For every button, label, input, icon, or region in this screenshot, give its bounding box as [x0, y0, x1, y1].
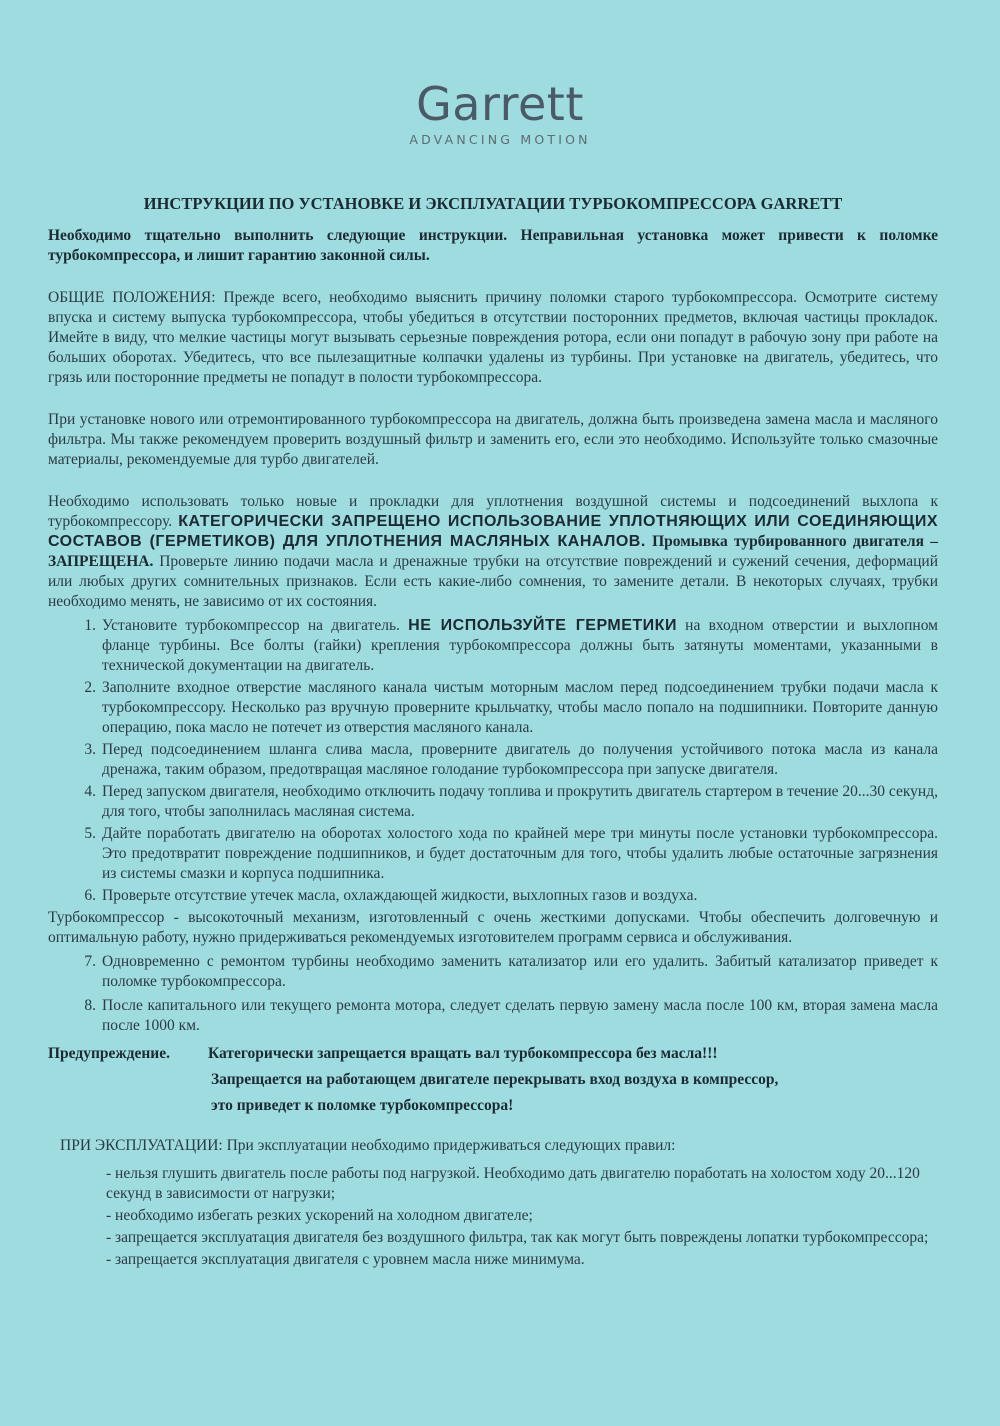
step-text: Проверьте отсутствие утечек масла, охлаждающей жидкости, выхлопных газов и воздуха.	[102, 887, 698, 904]
document-body	[48, 194, 938, 1272]
step-number: 6.	[84, 887, 96, 904]
warning-line-3: это приведет к поломке турбокомпрессора!	[211, 1097, 514, 1114]
step-text: Дайте поработать двигателю на оборотах холостого хода по крайней мере три минуты после установки турбокомпрессора. Это предотвратит повреждение подшипников, и будет достаточным для того, чтобы удалить любые остаточные загрязнения из системы смазки и корпуса подшипника.	[102, 825, 938, 882]
step-item	[48, 886, 938, 906]
gaskets-prohibition: КАТЕГОРИЧЕСКИ ЗАПРЕЩЕНО ИСПОЛЬЗОВАНИЕ УПЛОТНЯЮЩИХ ИЛИ СОЕДИНЯЮЩИХ СОСТАВОВ (ГЕРМЕТИКОВ) ДЛЯ УПЛОТНЕНИЯ МАСЛЯНЫХ КАНАЛОВ.	[48, 513, 938, 550]
step-item	[48, 824, 938, 884]
step-number: 7.	[84, 953, 96, 970]
rule-item: - запрещается эксплуатация двигателя без воздушного фильтра, так как могут быть повреждены лопатки турбокомпрессора;	[106, 1229, 929, 1246]
warning-line-1: Категорически запрещается вращать вал турбокомпрессора без масла!!!	[208, 1045, 718, 1062]
logo-tagline: ADVANCING MOTION	[409, 132, 591, 147]
gaskets-rest: Проверьте линию подачи масла и дренажные трубки на отсутствие повреждений и сужений сечения, деформаций или любых других сомнительных признаков. Если есть какие-либо сомнения, то замените детали. В некоторых случаях, трубки необходимо менять, не зависимо от их состояния.	[48, 553, 938, 610]
warning-label: Предупреждение.	[48, 1045, 170, 1062]
warning-block	[48, 1044, 938, 1116]
step-number: 8.	[84, 997, 96, 1014]
operation-title: ПРИ ЭКСПЛУАТАЦИИ: При эксплуатации необходимо придерживаться следующих правил:	[60, 1137, 676, 1154]
operation-rules	[48, 1164, 938, 1270]
step-item	[48, 678, 938, 738]
step-number: 1.	[84, 617, 96, 634]
warning-line-2: Запрещается на работающем двигателе перекрывать вход воздуха в компрессор,	[211, 1071, 779, 1088]
gaskets-lead: Необходимо использовать только новые и прокладки для уплотнения воздушной системы и подсоединений выхлопа к турбокомпрессору.	[48, 493, 938, 530]
step-item	[48, 782, 938, 822]
gaskets-paragraph	[48, 492, 938, 612]
rule-item: - нельзя глушить двигатель после работы под нагрузкой. Необходимо дать двигателю поработать на холостом ходу 20...120 секунд в зависимости от нагрузки;	[106, 1165, 920, 1202]
step-text-pre: Установите турбокомпрессор на двигатель.	[102, 617, 409, 634]
precision-paragraph: Турбокомпрессор - высокоточный механизм, изготовленный с очень жесткими допусками. Чтобы обеспечить долговечную и оптимальную работу, нужно придерживаться рекомендуемых изготовителем программ сервиса и обслуживания.	[48, 909, 938, 946]
step-item	[48, 616, 938, 676]
step-number: 5.	[84, 825, 96, 842]
gaskets-flush-prohibition: Промывка турбированного двигателя – ЗАПРЕЩЕНА.	[48, 533, 938, 570]
step-text-post: на входном отверстии и выхлопном фланце турбины. Все болты (гайки) крепления турбокомпрессора должны быть затянуты моментами, указанными в технической документации на двигатель.	[102, 617, 938, 674]
rule-item: - запрещается эксплуатация двигателя с уровнем масла ниже минимума.	[106, 1251, 585, 1268]
step-text: После капитального или текущего ремонта мотора, следует сделать первую замену масла после 100 км, вторая замена масла после 1000 км.	[102, 997, 938, 1034]
step-text: Одновременно с ремонтом турбины необходимо заменить катализатор или его удалить. Забитый катализатор приведет к поломке турбокомпрессора.	[102, 953, 938, 990]
step-text-bold: НЕ ИСПОЛЬЗУЙТЕ ГЕРМЕТИКИ	[408, 617, 677, 634]
step-number: 4.	[84, 783, 96, 800]
install-steps	[48, 616, 938, 906]
oil-change-paragraph: При установке нового или отремонтированного турбокомпрессора на двигатель, должна быть произведена замена масла и масляного фильтра. Мы также рекомендуем проверить воздушный фильтр и заменить его, если это необходимо. Используйте только смазочные материалы, рекомендуемые для турбо двигателей.	[48, 411, 938, 468]
general-paragraph: ОБЩИЕ ПОЛОЖЕНИЯ: Прежде всего, необходимо выяснить причину поломки старого турбокомпрессора. Осмотрите систему впуска и систему выпуска турбокомпрессора, чтобы убедиться в отсутствии посторонних предметов, включая частицы прокладок. Имейте в виду, что мелкие частицы могут вызывать серьезные повреждения ротора, если они попадут в рабочую зону при работе на больших оборотах. Убедитесь, что все пылезащитные колпачки удалены из турбины. При установке на двигатель, убедитесь, что грязь или посторонние предметы не попадут в полости турбокомпрессора.	[48, 289, 938, 386]
step-text: Перед запуском двигателя, необходимо отключить подачу топлива и прокрутить двигатель стартером в течение 20...30 секунд, для того, чтобы заполнилась масляная система.	[102, 783, 938, 820]
step-number: 2.	[84, 679, 96, 696]
intro-paragraph: Необходимо тщательно выполнить следующие инструкции. Неправильная установка может привести к поломке турбокомпрессора, и лишит гарантию законной силы.	[48, 227, 938, 264]
step-text: Заполните входное отверстие масляного канала чистым моторным маслом перед подсоединением трубки подачи масла к турбокомпрессору. Несколько раз вручную проверните крыльчатку, чтобы масло попало на подшипники. Повторите данную операцию, пока масло не потечет из отверстия масляного канала.	[102, 679, 938, 736]
step-text: Перед подсоединением шланга слива масла, проверните двигатель до получения устойчивого потока масла из канала дренажа, таким образом, предотвращая масляное голодание турбокомпрессора при запуске двигателя.	[102, 741, 938, 778]
logo-brand: Garrett	[416, 77, 584, 131]
step-item	[48, 952, 938, 992]
step-item	[48, 740, 938, 780]
rule-item: - необходимо избегать резких ускорений на холодном двигателе;	[106, 1207, 533, 1224]
document-title: ИНСТРУКЦИИ ПО УСТАНОВКЕ И ЭКСПЛУАТАЦИИ ТУРБОКОМПРЕССОРА GARRETT	[143, 194, 843, 213]
garrett-logo	[0, 78, 1000, 147]
step-number: 3.	[84, 741, 96, 758]
step-item	[48, 996, 938, 1036]
step-text	[102, 616, 938, 676]
